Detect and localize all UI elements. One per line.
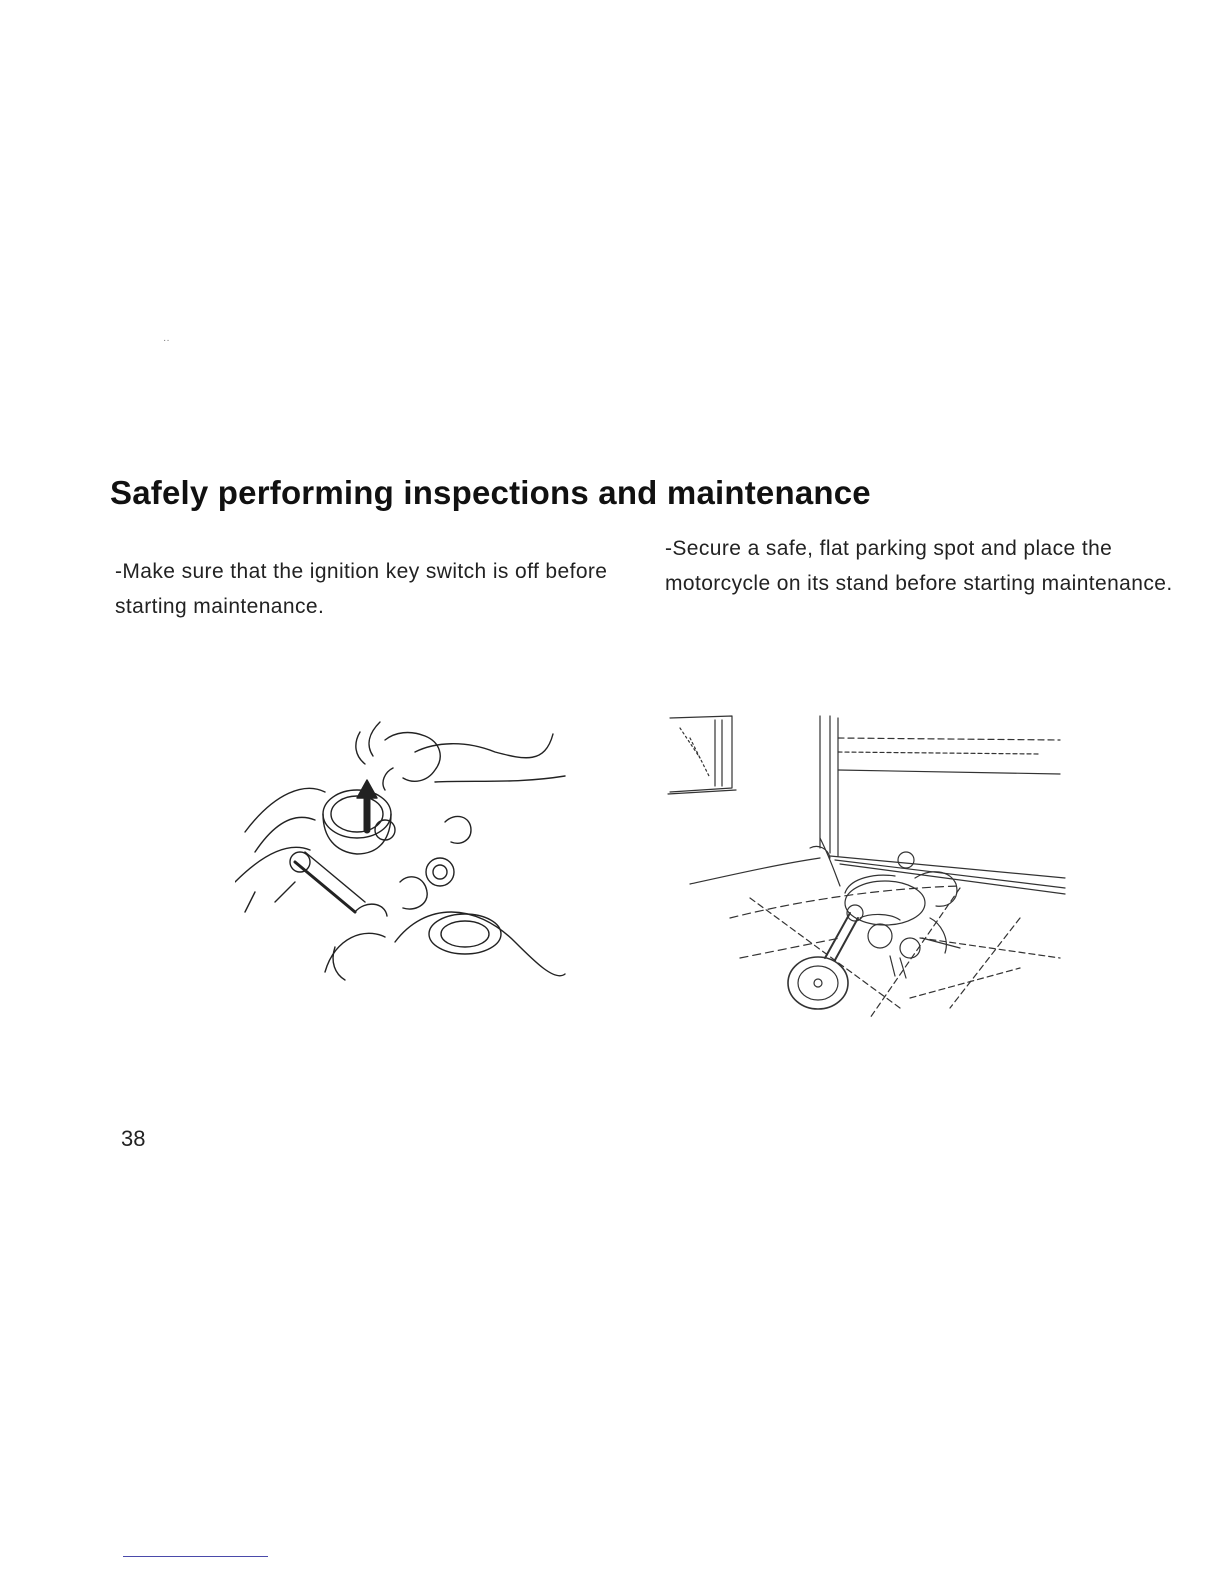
footer-divider: [123, 1556, 268, 1557]
motorcycle-parked-illustration: [660, 708, 1070, 1038]
parking-stand-instruction: -Secure a safe, flat parking spot and place the motorcycle on its stand before starting maintenance.: [665, 537, 1173, 595]
page-title: Safely performing inspections and maintenance: [110, 474, 871, 511]
page-number: 38: [121, 1126, 146, 1151]
ignition-key-illustration: [235, 712, 580, 992]
ignition-off-instruction: -Make sure that the ignition key switch is off before starting maintenance.: [115, 560, 608, 618]
scan-speck: ··: [163, 335, 170, 346]
